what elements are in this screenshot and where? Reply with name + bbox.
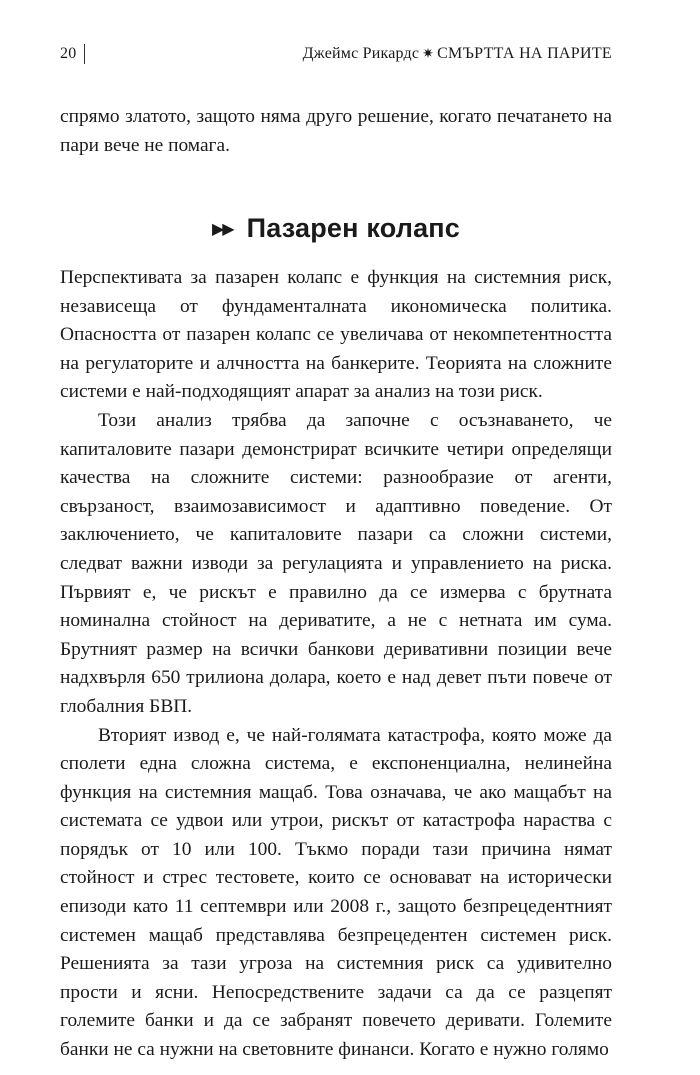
page-number: 20	[60, 44, 85, 64]
section-heading-text: Пазарен колапс	[246, 213, 461, 243]
section-heading	[60, 210, 612, 247]
header-book-title: СМЪРТТА НА ПАРИТЕ	[437, 45, 612, 62]
header-author-title	[303, 44, 612, 64]
header-author: Джеймс Рикардс	[302, 45, 420, 62]
six-pointed-star-icon: ✷	[422, 46, 435, 62]
intro-text	[60, 103, 612, 160]
body-paragraph: Вторият извод е, че най-голямата катастрофа, която може да сполети една сложна система, е експоненциална, нелинейна функция на системния мащаб. Това означава, че ако мащабът на системата се удвои или утрои, рискът от катастрофа нараства с порядък от 10 или 100. Тъкмо поради тази причина нямат стойност и стрес тестовете, които се основават на исторически епизоди като 11 септември или 2008 г., защото безпрецедентният системен мащаб представлява безпрецедентен системен риск. Решенията за тази угроза на системния риск са удивително прости и ясни. Непосредствените задачи са да се разцепят големите банки и да се забранят повечето деривати. Големите банки не са нужни на световните финанси. Когато е нужно голямо	[60, 724, 612, 1061]
double-triangle-arrow-icon: ▶▶	[211, 219, 233, 238]
section-body	[60, 264, 612, 1065]
running-header	[60, 44, 612, 68]
body-paragraph: Перспективата за пазарен колапс е функция на системния риск, независеща от фундаменталната икономическа политика. Опасността от пазарен колапс се увеличава от некомпетентността на регулаторите и алчността на банкерите. Теорията на сложните системи е най-подходящият апарат за анализ на този риск.	[60, 267, 612, 403]
body-paragraph: Този анализ трябва да започне с осъзнаването, че капиталовите пазари демонстрират всичките четири определящи качества на сложните системи: разнообразие от агенти, свързаност, взаимозависимост и адаптивно поведение. От заключението, че капиталовите пазари са сложни системи, следват важни изводи за регулацията и управлението на риска. Първият е, че рискът е правилно да се измерва с брутната номинална стойност на дериватите, а не с нетната им сума. Брутният размер на всички банкови деривативни позиции вече надхвърля 650 трилиона долара, което е над девет пъти повече от глобалния БВП.	[60, 409, 612, 717]
intro-paragraph: спрямо златото, защото няма друго решение, когато печатането на пари вече не помага.	[60, 106, 612, 156]
